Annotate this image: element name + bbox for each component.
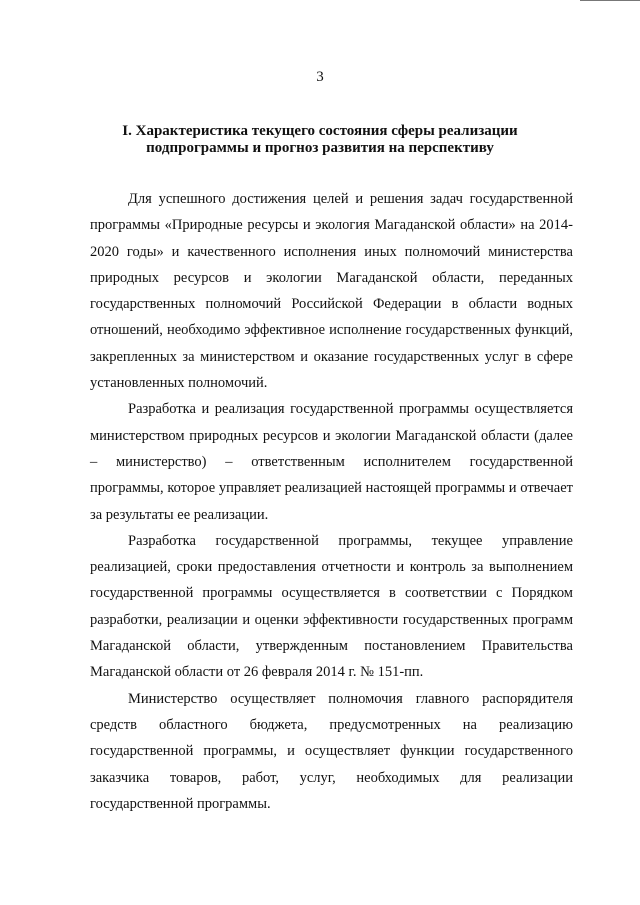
page-number: 3 [316,69,324,85]
paragraph-responsible-executor: Разработка и реализация государственной программы осуществляется министерством природных ресурсов и экологии Магаданской области (далее – министерство) – ответственным исполнителем государственной программы, которое управляет реализацией настоящей программы и отвечает за результаты ее реализации. [90,401,573,523]
scan-edge-line [580,0,640,3]
section-heading-line-1: I. Характеристика текущего состояния сферы реализации [122,123,518,139]
paragraph-budget-manager: Министерство осуществляет полномочия главного распорядителя средств областного бюджета, предусмотренных на реализацию государственной программы, и осуществляет функции государственного заказчика товаров, работ, услуг, необходимых для реализации государственной программы. [90,690,573,812]
body-text [90,186,573,817]
paragraph-program-management: Разработка государственной программы, текущее управление реализацией, сроки предоставления отчетности и контроль за выполнением государственной программы осуществляется в соответствии с Порядком разработки, реализации и оценки эффективности государственных программ Магаданской области, утвержденным постановлением Правительства Магаданской области от 26 февраля 2014 г. № 151-пп. [90,532,573,681]
paragraph-goals: Для успешного достижения целей и решения задач государственной программы «Природные ресурсы и экология Магаданской области» на 2014-2020 годы» и качественного исполнения иных полномочий министерства природных ресурсов и экологии Магаданской области, переданных государственных полномочий Российской Федерации в области водных отношений, необходимо эффективное исполнение государственных функций, закрепленных за министерством и оказание государственных услуг в сфере установленных полномочий. [90,191,573,392]
section-heading [90,123,550,157]
section-heading-line-2: подпрограммы и прогноз развития на перспективу [146,140,494,156]
